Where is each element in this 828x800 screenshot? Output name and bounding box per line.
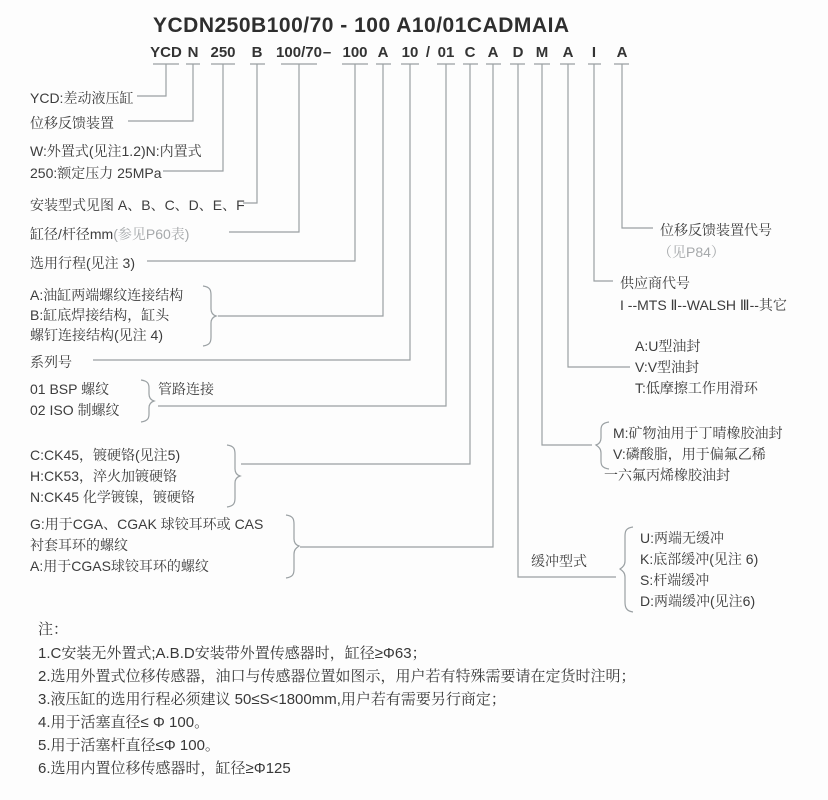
notes-heading: 注： (38, 621, 69, 638)
code-segment-m: M (535, 44, 549, 61)
code-segment-dash: – (322, 44, 332, 61)
brace-structure (203, 286, 216, 346)
code-segment-250: 250 (210, 44, 236, 61)
label-structure-line3: 螺钉连接结构(见注 4) (30, 327, 163, 343)
label-seal-v: V:V型油封 (635, 359, 700, 375)
brace-rod-thread (286, 515, 299, 578)
label-seal-types (635, 336, 758, 399)
label-fluid-v2: 一六氟丙烯橡胶油封 (604, 467, 730, 483)
label-structure (30, 285, 183, 345)
label-pipe-options (30, 379, 119, 421)
label-cushion-k: K:底部缓冲(见注 6) (640, 551, 759, 567)
note-item-2: 2.选用外置式位移传感器，油口与传感器位置如图示，用户若有特殊需要请在定货时注明； (38, 668, 636, 685)
code-segment-bore: 100/70 (276, 44, 322, 61)
wire-feedback (128, 64, 193, 121)
label-structure-line2: B:缸底焊接结构，缸头 (30, 307, 170, 323)
label-rod-coating (30, 445, 195, 508)
code-segment-a3: A (562, 44, 574, 61)
code-segment-a2: A (487, 44, 499, 61)
label-pipe-02: 02 ISO 制螺纹 (30, 402, 120, 418)
label-pressure: 250:额定压力 25MPa (30, 165, 162, 181)
wire-cushion (518, 64, 616, 577)
label-cushion-options (640, 528, 758, 612)
label-feedback-types: W:外置式(见注1.2)N:内置式 (30, 143, 202, 159)
code-segment-a4: A (616, 44, 628, 61)
label-cushion-title: 缓冲型式 (531, 553, 587, 569)
code-segment-01: 01 (437, 44, 455, 61)
note-item-5: 5.用于活塞杆直径≤Φ 100。 (38, 737, 220, 754)
label-seal-a: A:U型油封 (635, 338, 701, 354)
note-item-6: 6.选用内置位移传感器时，缸径≥Φ125 (38, 760, 291, 777)
page-title: YCDN250B100/70 - 100 A10/01CADMAIA (153, 14, 570, 37)
wire-feedback-code (622, 64, 653, 228)
label-series-no: 系列号 (30, 354, 72, 370)
label-pipe-title: 管路连接 (158, 381, 214, 397)
label-bore-rod-main: 缸径/杆径mm (30, 226, 114, 242)
label-rod-coating-h: H:CK53，淬火加镀硬铬 (30, 468, 178, 484)
brace-fluid (596, 422, 609, 469)
wire-fluid (542, 64, 592, 445)
code-segment-stroke: 100 (342, 44, 368, 61)
label-cushion-u: U:两端无缓冲 (640, 530, 724, 546)
label-mounting: 安装型式见图 A、B、C、D、E、F (30, 197, 245, 213)
brace-cushion (620, 527, 633, 612)
label-pipe-01: 01 BSP 螺纹 (30, 381, 110, 397)
code-segment-ycd: YCD (150, 44, 182, 61)
code-segment-d: D (512, 44, 524, 61)
brace-pipe (141, 380, 154, 422)
code-segment-slash: / (425, 44, 431, 61)
label-feedback-code-ref: （见P84） (658, 244, 725, 260)
wire-pipe (158, 64, 446, 406)
note-item-1: 1.C安装无外置式;A.B.D安装带外置传感器时，缸径≥Φ63； (38, 645, 427, 662)
wire-rod-thread (300, 64, 493, 547)
label-rod-coating-n: N:CK45 化学镀镍，镀硬铬 (30, 489, 195, 505)
wire-seal (568, 64, 630, 367)
label-cushion-d: D:两端缓冲(见注6) (640, 593, 756, 609)
label-cushion-s: S:杆端缓冲 (640, 572, 710, 588)
wire-ycd (137, 64, 166, 96)
label-rod-thread-a: A:用于CGAS球铰耳环的螺纹 (30, 558, 209, 574)
brace-rod-coating (227, 445, 240, 507)
label-supplier-code: 供应商代号 (620, 275, 690, 291)
wire-mounting (243, 64, 257, 203)
note-item-3: 3.液压缸的选用行程必须建议 50≤S<1800mm,用户若有需要另行商定； (38, 691, 506, 708)
label-structure-line1: A:油缸两端螺纹连接结构 (30, 287, 184, 303)
code-segment-b: B (251, 44, 263, 61)
label-feedback-code: 位移反馈装置代号 (660, 222, 772, 238)
code-segment-c: C (464, 44, 476, 61)
label-fluid-v1: V:磷酸脂，用于偏氟乙稀 (613, 446, 766, 462)
label-bore-rod-ref: (参见P60表) (113, 226, 190, 242)
code-segment-a1: A (377, 44, 389, 61)
code-segment-10: 10 (401, 44, 419, 61)
code-segment-n: N (187, 44, 199, 61)
wire-supplier (594, 64, 613, 281)
label-rod-thread-g2: 衬套耳环的螺纹 (30, 537, 128, 553)
label-supplier-options: I --MTS Ⅱ--WALSH Ⅲ--其它 (620, 297, 787, 313)
label-seal-t: T:低摩擦工作用滑环 (635, 380, 758, 396)
label-rod-coating-c: C:CK45，镀硬铬(见注5) (30, 447, 181, 463)
label-rod-thread (30, 514, 263, 577)
code-segment-i: I (591, 44, 597, 61)
label-ycd: YCD:差动液压缸 (30, 90, 134, 106)
label-bore-rod (30, 224, 189, 244)
label-feedback-device: 位移反馈装置 (30, 115, 114, 131)
note-item-4: 4.用于活塞直径≤ Φ 100。 (38, 714, 210, 731)
label-fluid-m: M:矿物油用于丁晴橡胶油封 (613, 425, 783, 441)
wire-structure (218, 64, 383, 316)
label-stroke: 选用行程(见注 3) (30, 255, 135, 271)
label-rod-thread-g1: G:用于CGA、CGAK 球铰耳环或 CAS (30, 516, 264, 532)
